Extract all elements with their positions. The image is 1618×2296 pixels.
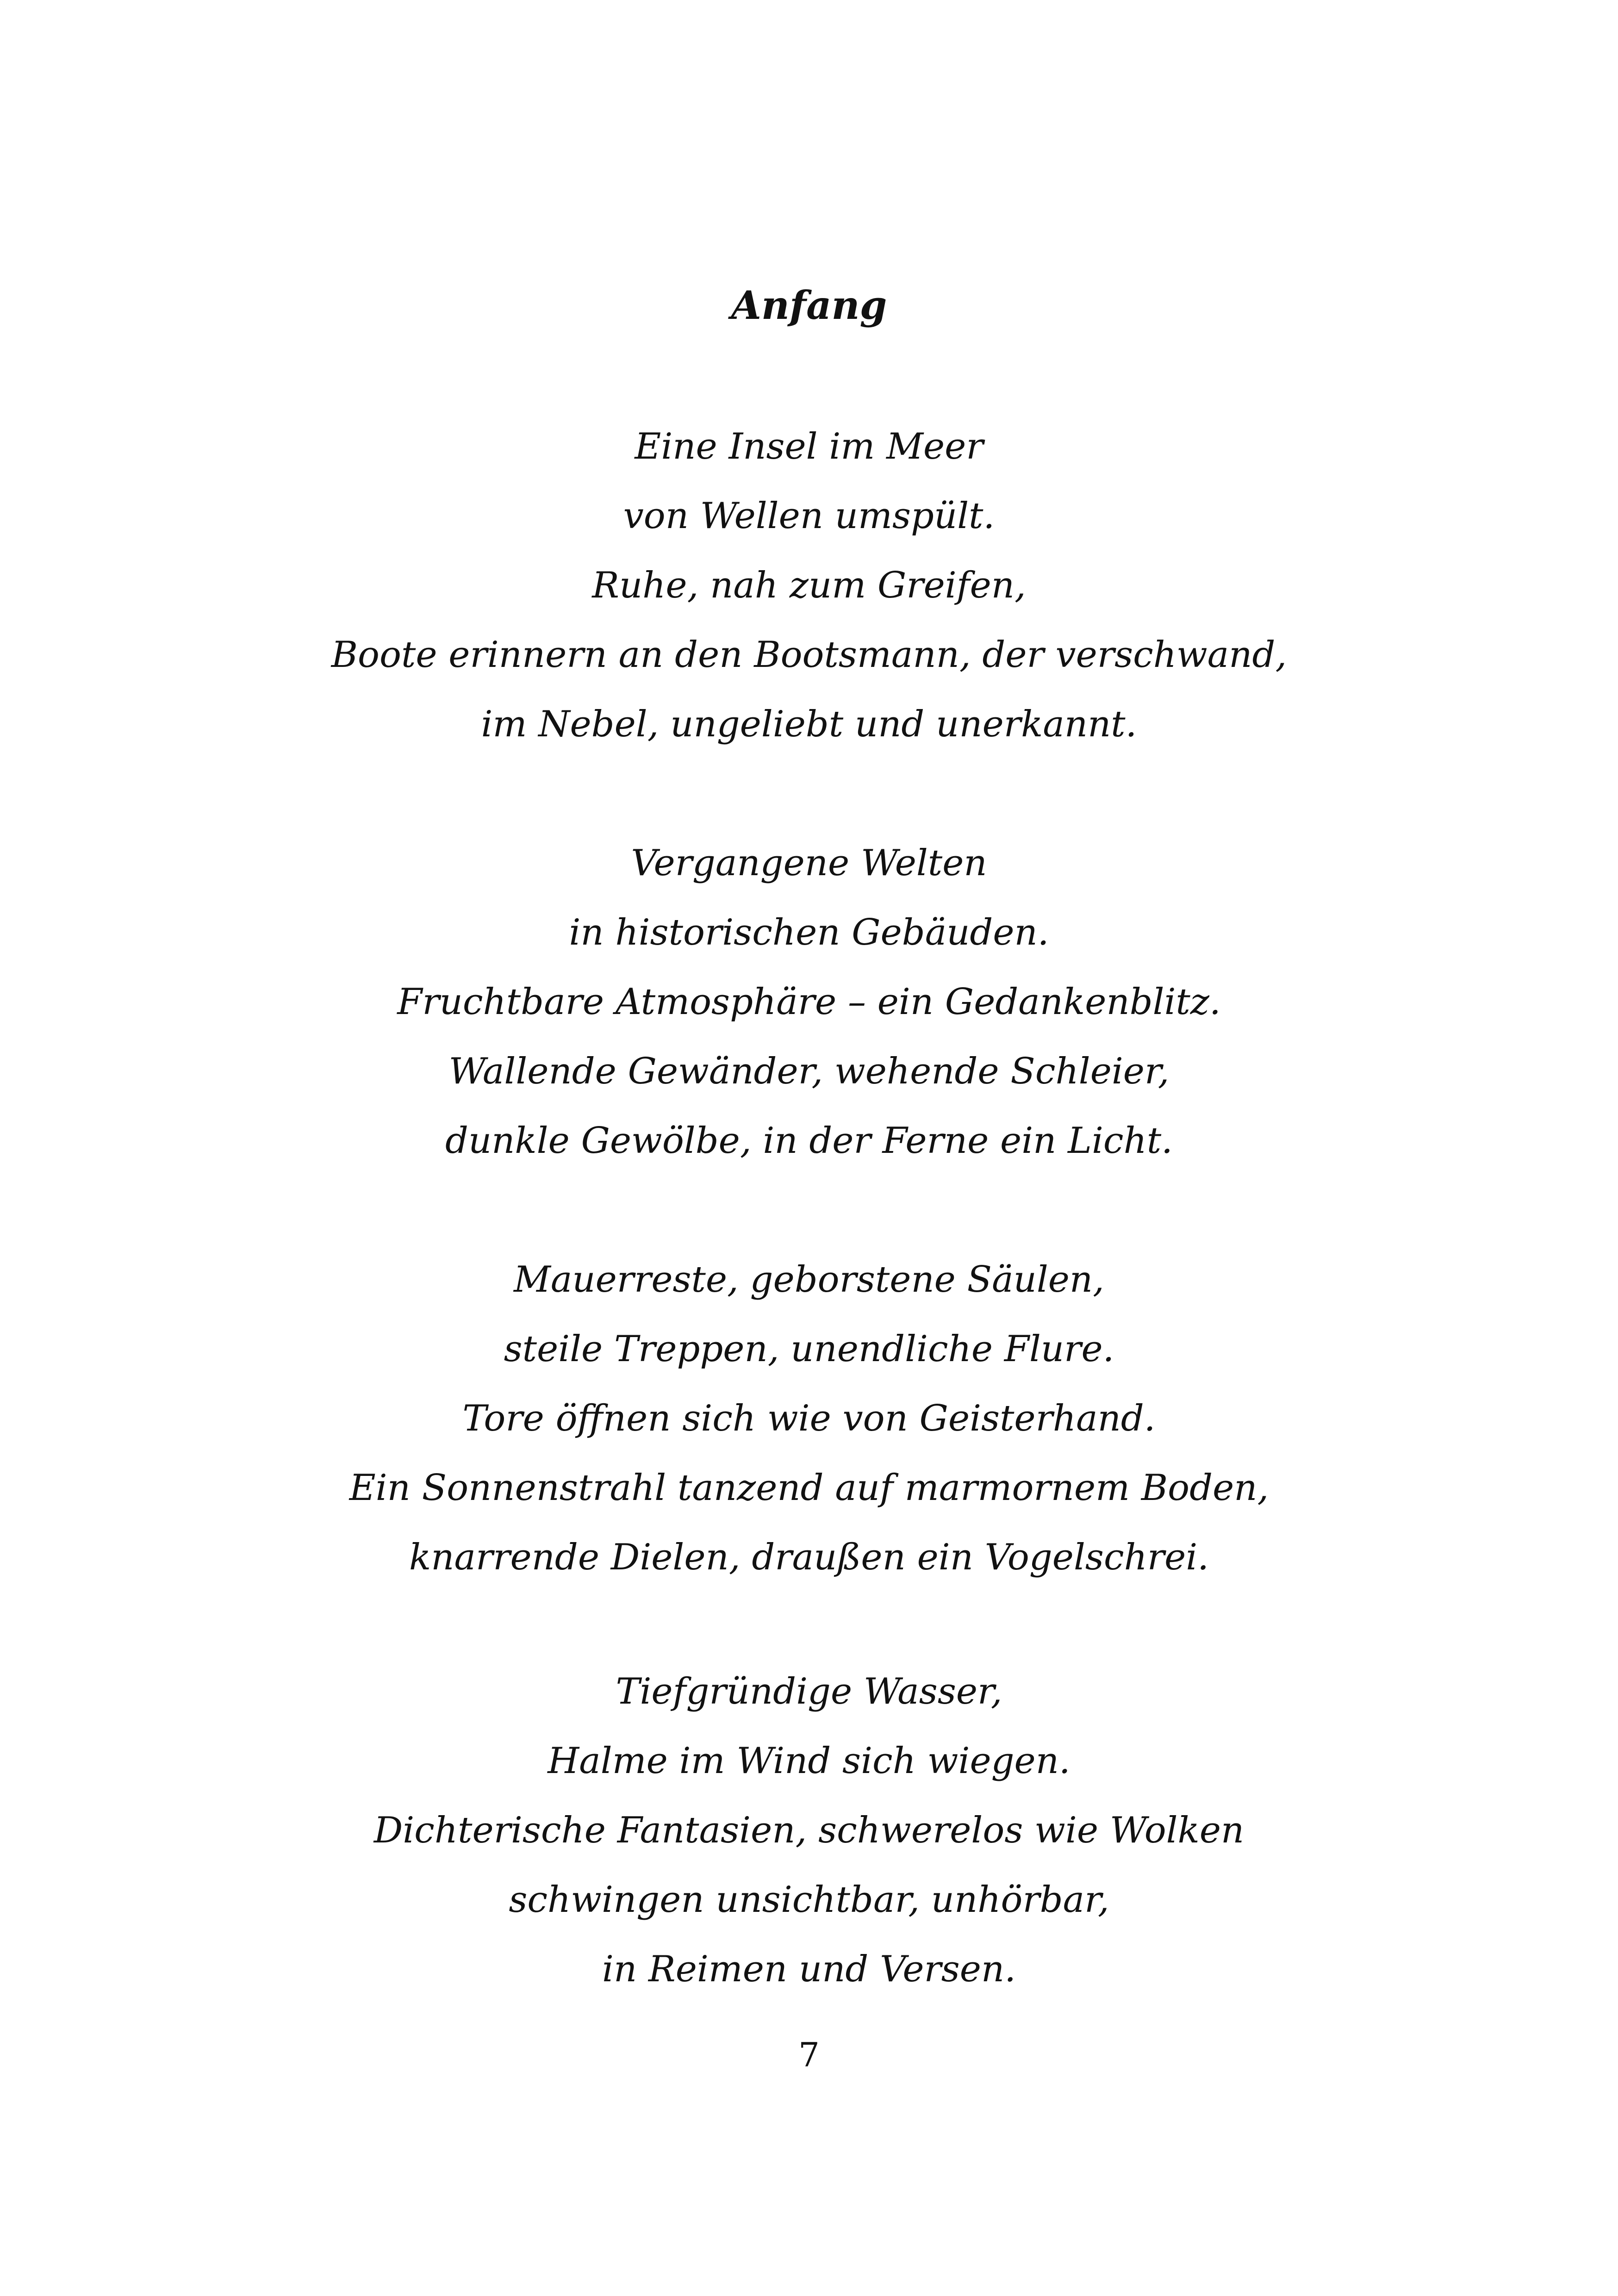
verse-line: Ruhe, nah zum Greifen, (592, 565, 1026, 606)
verse-line: knarrende Dielen, draußen ein Vogelschrei. (409, 1537, 1209, 1578)
verse-line: Mauerreste, geborstene Säulen, (514, 1259, 1104, 1300)
stanza-4 (0, 1657, 1618, 2004)
verse-line: Fruchtbare Atmosphäre – ein Gedankenblitz. (397, 981, 1221, 1023)
verse-line: steile Treppen, unendliche Flure. (504, 1328, 1114, 1370)
verse-line: dunkle Gewölbe, in der Ferne ein Licht. (445, 1120, 1173, 1162)
poem-title: Anfang (731, 282, 887, 328)
verse-line: Boote erinnern an den Bootsmann, der verschwand, (331, 634, 1287, 676)
verse-line: schwingen unsichtbar, unhörbar, (509, 1879, 1109, 1921)
verse-line: Ein Sonnenstrahl tanzend auf marmornem Boden, (349, 1467, 1269, 1509)
verse-line: von Wellen umspült. (623, 495, 995, 537)
verse-line: in Reimen und Versen. (602, 1948, 1016, 1990)
verse-line: Tore öffnen sich wie von Geisterhand. (462, 1398, 1156, 1439)
stanza-2 (0, 828, 1618, 1176)
verse-line: in historischen Gebäuden. (569, 912, 1049, 953)
verse-line: Vergangene Welten (631, 842, 987, 884)
page-number: 7 (798, 2035, 820, 2074)
verse-line: im Nebel, ungeliebt und unerkannt. (481, 703, 1137, 745)
verse-line: Eine Insel im Meer (635, 426, 983, 467)
verse-line: Wallende Gewänder, wehende Schleier, (448, 1051, 1170, 1092)
verse-line: Tiefgründige Wasser, (616, 1671, 1002, 1712)
verse-line: Halme im Wind sich wiegen. (548, 1740, 1070, 1782)
verse-line: Dichterische Fantasien, schwerelos wie Wolken (373, 1810, 1245, 1851)
stanza-1 (0, 412, 1618, 759)
stanza-3 (0, 1245, 1618, 1592)
